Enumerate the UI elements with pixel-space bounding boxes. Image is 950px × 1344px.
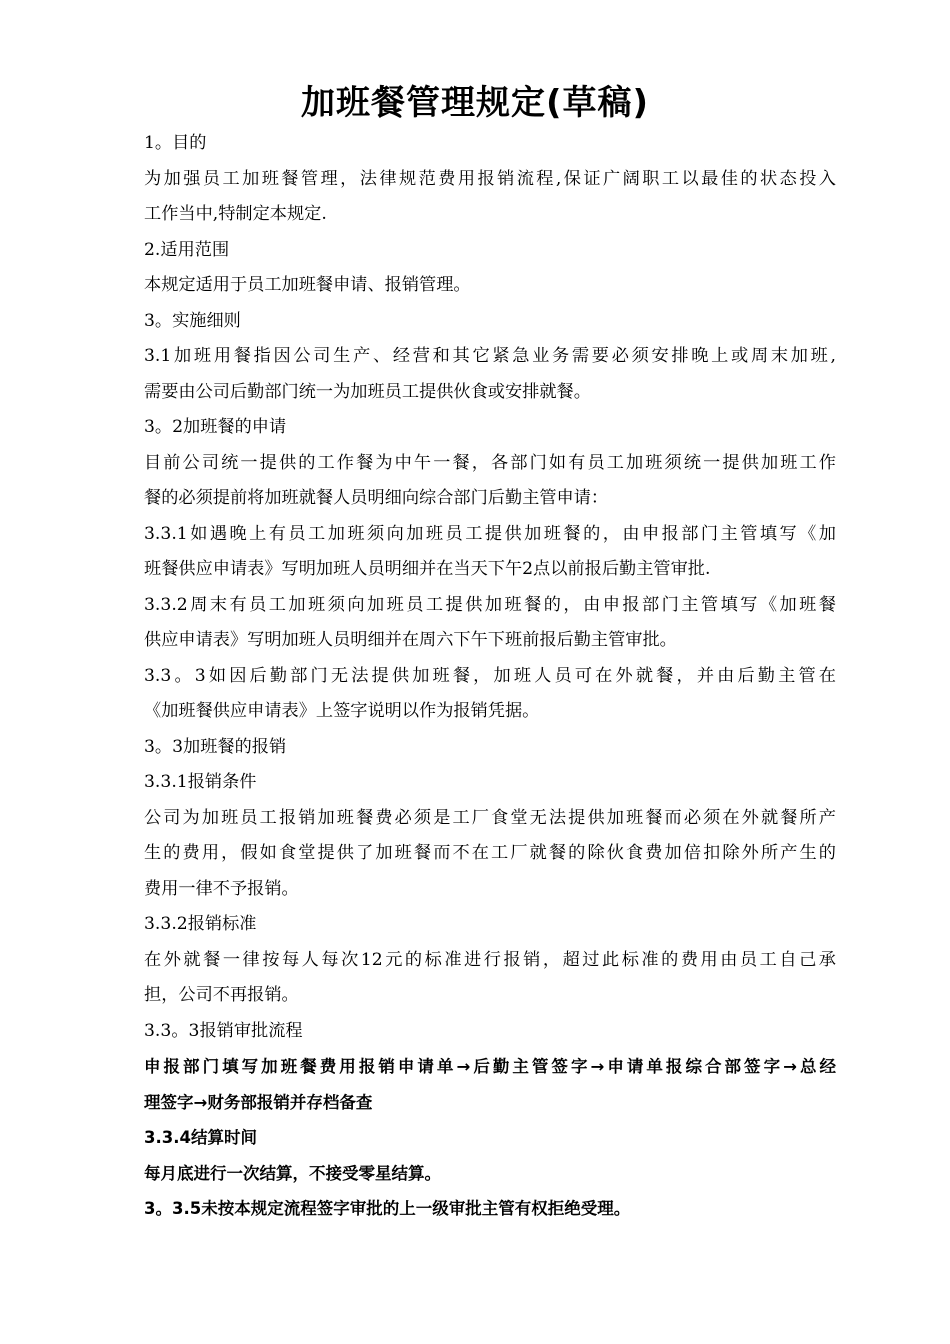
paragraph-line: 3。3加班餐的报销 xyxy=(144,736,287,757)
paragraph-line: 3。实施细则 xyxy=(144,310,241,331)
paragraph-line: 3.3.2报销标准 xyxy=(144,914,257,934)
paragraph-line: 3.3.1如遇晚上有员工加班须向加班员工提供加班餐的，由申报部门主管填写《加 xyxy=(144,523,836,544)
paragraph-line: 1。目的 xyxy=(144,133,207,153)
paragraph-line: 申报部门填写加班餐费用报销申请单→后勤主管签字→申请单报综合部签字→总经 xyxy=(144,1057,836,1076)
paragraph-line: 公司为加班员工报销加班餐费必须是工厂食堂无法提供加班餐而必须在外就餐所产 xyxy=(144,807,836,828)
paragraph-line: 餐的必须提前将加班就餐人员明细向综合部门后勤主管申请： xyxy=(144,488,609,508)
paragraph-line: 3.1加班用餐指因公司生产、经营和其它紧急业务需要必须安排晚上或周末加班, xyxy=(144,346,836,366)
paragraph-line: 3.3。3报销审批流程 xyxy=(144,1020,303,1041)
paragraph-line: 担，公司不再报销。 xyxy=(144,985,299,1005)
document-body xyxy=(144,126,836,1227)
paragraph-line: 每月底进行一次结算，不接受零星结算。 xyxy=(144,1163,441,1183)
paragraph-line: 《加班餐供应申请表》上签字说明以作为报销凭据。 xyxy=(144,701,540,721)
paragraph-line: 本规定适用于员工加班餐申请、报销管理。 xyxy=(144,275,471,295)
paragraph-line: 工作当中,特制定本规定. xyxy=(144,204,327,224)
paragraph-line: 为加强员工加班餐管理，法律规范费用报销流程,保证广阔职工以最佳的状态投入 xyxy=(144,168,836,189)
document-title: 加班餐管理规定(草稿) xyxy=(300,83,650,123)
paragraph-line: 3.3。3如因后勤部门无法提供加班餐，加班人员可在外就餐，并由后勤主管在 xyxy=(144,665,836,686)
paragraph-line: 3.3.1报销条件 xyxy=(144,772,257,792)
paragraph-line: 费用一律不予报销。 xyxy=(144,878,299,899)
paragraph-line: 3。2加班餐的申请 xyxy=(144,417,287,437)
paragraph-line: 理签字→财务部报销并存档备查 xyxy=(144,1092,373,1112)
paragraph-line: 供应申请表》写明加班人员明细并在周六下午下班前报后勤主管审批。 xyxy=(144,630,677,650)
paragraph-line: 3。3.5未按本规定流程签字审批的上一级审批主管有权拒绝受理。 xyxy=(144,1199,631,1218)
paragraph-line: 在外就餐一律按每人每次12元的标准进行报销，超过此标准的费用由员工自己承 xyxy=(144,949,836,970)
paragraph-line: 生的费用，假如食堂提供了加班餐而不在工厂就餐的除伙食费加倍扣除外所产生的 xyxy=(144,843,836,863)
paragraph-line: 需要由公司后勤部门统一为加班员工提供伙食或安排就餐。 xyxy=(144,381,591,402)
paragraph-line: 班餐供应申请表》写明加班人员明细并在当天下午2点以前报后勤主管审批. xyxy=(144,559,711,579)
paragraph-line: 2.适用范围 xyxy=(144,239,230,260)
paragraph-line: 3.3.2周末有员工加班须向加班员工提供加班餐的，由申报部门主管填写《加班餐 xyxy=(144,594,836,615)
paragraph-line: 目前公司统一提供的工作餐为中午一餐，各部门如有员工加班须统一提供加班工作 xyxy=(144,452,836,473)
paragraph-line: 3.3.4结算时间 xyxy=(144,1128,257,1147)
